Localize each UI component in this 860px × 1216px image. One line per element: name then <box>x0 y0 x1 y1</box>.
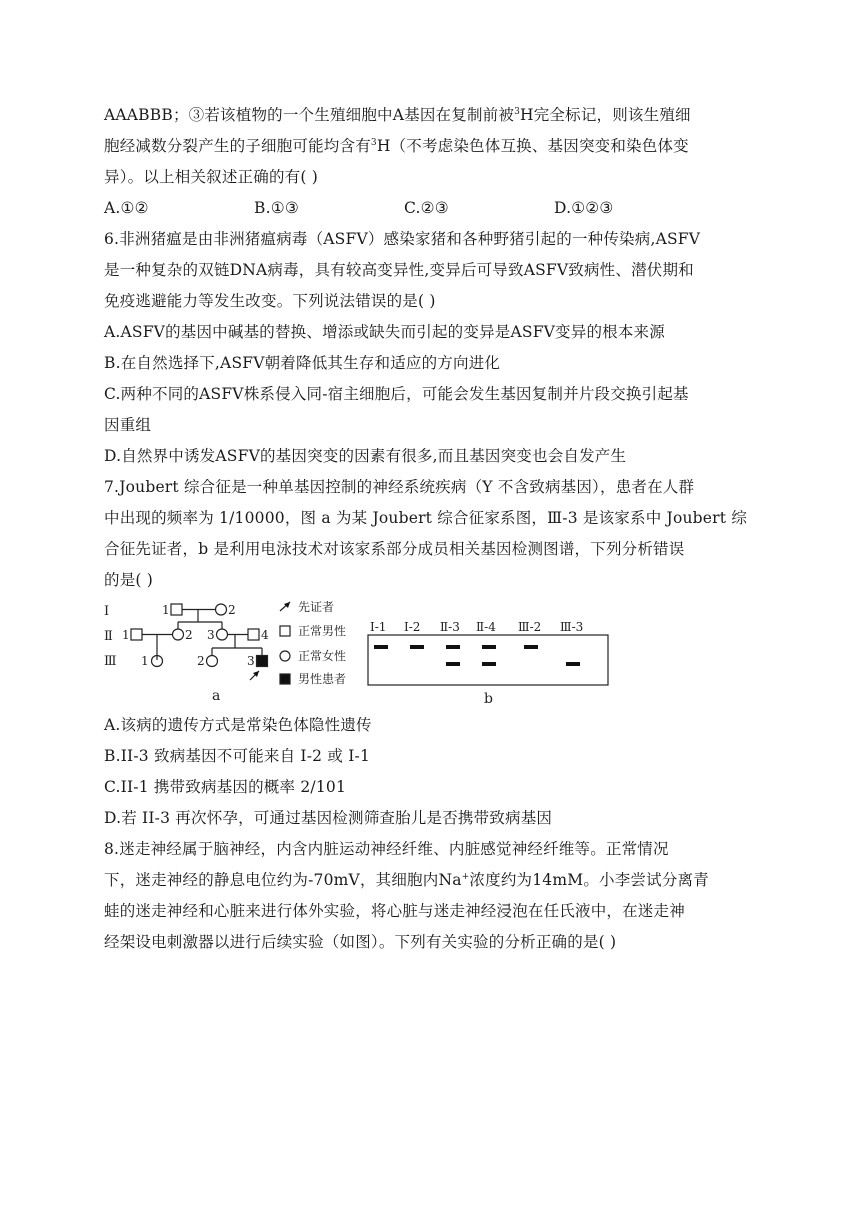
gel-lane-label-3: Ⅱ-3 <box>440 620 460 634</box>
q5-line-3: 异）。以上相关叙述正确的有( ) <box>104 168 318 186</box>
gel-lane-label-4: Ⅱ-4 <box>476 620 496 634</box>
band-II3-upper <box>446 645 460 649</box>
member-I-2-circle-icon <box>216 604 227 615</box>
member-III-1-number: 1 <box>141 654 149 668</box>
member-II-1-number: 1 <box>122 628 130 642</box>
gen-label-2: Ⅱ <box>104 629 113 644</box>
gen-label-1: Ⅰ <box>104 604 110 619</box>
q7-stem-line-4: 的是( ) <box>104 571 154 589</box>
member-II-4-number: 4 <box>261 628 269 642</box>
q5-option-d[interactable]: D.①②③ <box>554 199 614 217</box>
gel-lane-label-5: Ⅲ-2 <box>518 620 542 634</box>
legend-square-icon <box>280 626 290 636</box>
member-I-2-number: 2 <box>228 603 236 617</box>
q8-stem-line-1: 8.迷走神经属于脑神经，内含内脏运动神经纤维、内脏感觉神经纤维等。正常情况 <box>104 840 669 858</box>
member-II-3-number: 3 <box>207 628 215 642</box>
q6-option-a[interactable]: A.ASFV的基因中碱基的替换、增添或缺失而引起的变异是ASFV变异的根本来源 <box>104 323 665 341</box>
q7-option-c[interactable]: C.II-1 携带致病基因的概率 2/101 <box>104 778 347 796</box>
q7-stem-line-1: 7.Joubert 综合征是一种单基因控制的神经系统疾病（Y 不含致病基因），患者在人群 <box>104 478 695 496</box>
member-I-1-number: 1 <box>162 603 170 617</box>
q5-line-1: AAABBB；③若该植物的一个生殖细胞中A基因在复制前被$^3$H完全标记，则该生殖细 <box>104 106 691 124</box>
q7-option-d[interactable]: D.若 II-3 再次怀孕，可通过基因检测筛查胎儿是否携带致病基因 <box>104 809 553 827</box>
member-III-2-circle-icon <box>207 656 218 667</box>
q5-line-2: 胞经减数分裂产生的子细胞可能均含有$^3$H（不考虑染色体互换、基因突变和染色体变 <box>104 137 689 155</box>
member-III-3-number: 3 <box>247 654 255 668</box>
figure-b-label: b <box>484 691 493 707</box>
member-II-3-circle-icon <box>217 629 228 640</box>
gel-lane-label-1: Ⅰ-1 <box>370 620 387 634</box>
band-III2-upper <box>524 645 538 649</box>
q7-option-a[interactable]: A.该病的遗传方式是常染色体隐性遗传 <box>104 716 372 734</box>
q6-stem-line-1: 6.非洲猪瘟是由非洲猪瘟病毒（ASFV）感染家猪和各种野猪引起的一种传染病,ASFV <box>104 230 701 248</box>
gel-lane-label-6: Ⅲ-3 <box>560 620 584 634</box>
q5-option-c[interactable]: C.②③ <box>404 199 449 217</box>
legend-normal-male: 正常男性 <box>298 624 347 638</box>
legend-proband: 先证者 <box>298 600 335 614</box>
q6-stem-line-3: 免疫逃避能力等发生改变。下列说法错误的是( ) <box>104 292 436 310</box>
legend-normal-female: 正常女性 <box>298 649 347 663</box>
member-III-2-number: 2 <box>197 654 205 668</box>
pedigree-and-gel-figure <box>104 598 754 710</box>
q7-option-b[interactable]: B.II-3 致病基因不可能来自 I-2 或 I-1 <box>104 747 371 765</box>
gen-label-3: Ⅲ <box>104 654 117 669</box>
band-II3-lower <box>446 662 460 666</box>
q8-stem-line-2: 下，迷走神经的静息电位约为-70mV，其细胞内Na+浓度约为14mM。小李尝试分离青 <box>104 871 709 889</box>
member-II-2-number: 2 <box>185 628 193 642</box>
legend-circle-icon <box>280 651 290 661</box>
band-II4-lower <box>482 662 496 666</box>
q6-option-b[interactable]: B.在自然选择下,ASFV朝着降低其生存和适应的方向进化 <box>104 354 501 372</box>
member-II-1-square-icon <box>131 629 142 640</box>
legend-filled-square-icon <box>280 674 290 684</box>
q6-option-d[interactable]: D.自然界中诱发ASFV的基因突变的因素有很多,而且基因突变也会自发产生 <box>104 447 627 465</box>
q7-stem-line-2: 中出现的频率为 1/10000，图 a 为某 Joubert 综合征家系图，Ⅲ-3 是该家系中 Joubert 综 <box>104 509 748 527</box>
member-II-4-square-icon <box>248 629 259 640</box>
band-I2-upper <box>410 645 424 649</box>
gel-lane-label-2: Ⅰ-2 <box>404 620 421 634</box>
band-II4-upper <box>482 645 496 649</box>
q6-stem-line-2: 是一种复杂的双链DNA病毒，具有较高变异性,变异后可导致ASFV致病性、潜伏期和 <box>104 261 694 279</box>
q7-stem-line-3: 合征先证者，b 是利用电泳技术对该家系部分成员相关基因检测图谱，下列分析错误 <box>104 540 685 558</box>
member-I-1-square-icon <box>171 604 182 615</box>
q8-stem-line-4: 经架设电刺激器以进行后续实验（如图）。下列有关实验的分析正确的是( ) <box>104 933 617 951</box>
gel-bands <box>374 645 580 666</box>
gel-frame <box>368 635 608 685</box>
member-III-3-affected-square-icon <box>257 656 268 667</box>
q8-stem-line-3: 蛙的迷走神经和心脏来进行体外实验，将心脏与迷走神经浸泡在任氏液中，在迷走神 <box>104 902 685 920</box>
q6-option-c-cont[interactable]: 因重组 <box>104 416 152 434</box>
q5-options <box>104 193 754 224</box>
band-III3-lower <box>566 662 580 666</box>
figure-svg <box>100 598 630 710</box>
figure-a-label: a <box>212 688 221 704</box>
band-I1-upper <box>374 645 388 649</box>
q6-option-c[interactable]: C.两种不同的ASFV株系侵入同-宿主细胞后，可能会发生基因复制并片段交换引起基 <box>104 385 689 403</box>
member-II-2-circle-icon <box>173 629 184 640</box>
legend-affected-male: 男性患者 <box>298 672 347 686</box>
q5-option-b[interactable]: B.①③ <box>254 199 299 217</box>
q5-option-a[interactable]: A.①② <box>104 199 149 217</box>
exam-page <box>104 100 754 958</box>
